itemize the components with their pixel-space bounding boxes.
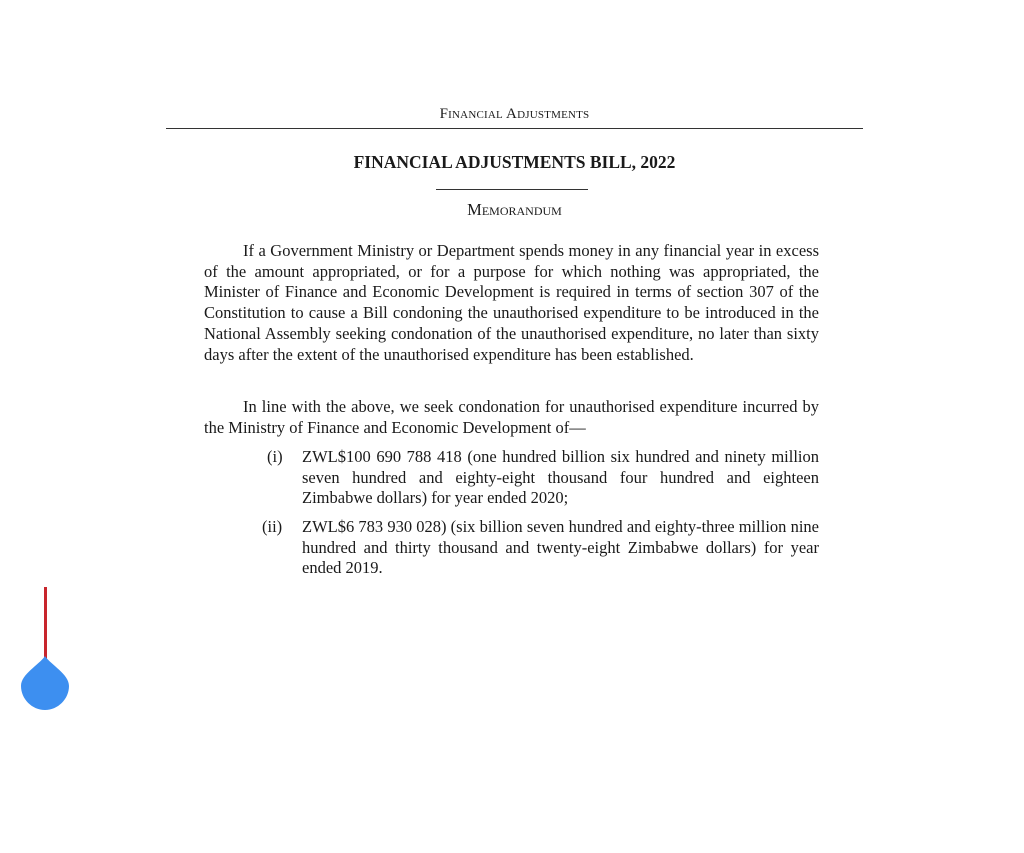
running-header-title: Financial Adjustments [439,106,590,122]
list-item-text: ZWL$100 690 788 418 (one hundred billion six hundred and ninety million seven hundred and eighty-eight thousand four hundred and eighteen Zimbabwe dollars) for year ended 2020; [302,447,819,508]
header-divider [166,128,863,129]
list-item-marker: (ii) [262,517,283,536]
expenditure-list-item [262,517,819,579]
memorandum-paragraph: If a Government Ministry or Department spends money in any financial year in excess of the amount appropriated, or for a purpose for which nothing was appropriated, the Minister of Finance and Economic Development is required in terms of section 307 of the Constitution to cause a Bill condoning the unauthorised expenditure to be introduced in the National Assembly seeking condonation of the unauthorised expenditure, no later than sixty days after the extent of the unauthorised expenditure has been established. [204,241,819,364]
drop-pin-icon[interactable] [21,656,69,710]
memorandum-paragraph: In line with the above, we seek condonation for unauthorised expenditure incurred by the Ministry of Finance and Economic Development of— [204,397,819,437]
title-divider [436,189,588,190]
memorandum-heading: Memorandum [467,200,562,219]
list-item-marker: (i) [267,447,283,466]
drop-pin-shape [21,656,69,710]
list-item-text: ZWL$6 783 930 028) (six billion seven hundred and eighty-three million nine hundred and thirty thousand and twenty-eight Zimbabwe dollars) for year ended 2019. [302,517,819,578]
expenditure-list-item [262,447,819,509]
drag-handle-line[interactable] [44,587,47,659]
bill-title: FINANCIAL ADJUSTMENTS BILL, 2022 [353,152,676,172]
